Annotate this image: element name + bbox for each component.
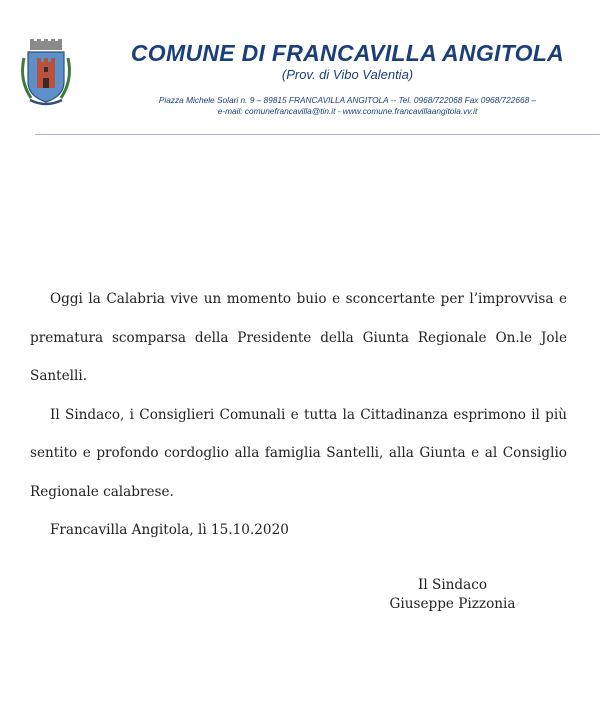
header-divider xyxy=(35,134,600,135)
place-date: Francavilla Angitola, lì 15.10.2020 xyxy=(50,522,289,538)
province-subtitle: (Prov. di Vibo Valentia) xyxy=(281,67,414,82)
signature-name: Giuseppe Pizzonia xyxy=(389,596,516,612)
condolence-paragraph: Oggi la Calabria vive un momento buio e sconcertante per l’improvvisa e prematura scomparsa della Presidente della Giunta Regionale On.le Jole Santelli. xyxy=(30,291,567,384)
municipal-crest-icon xyxy=(17,38,75,108)
letter-body xyxy=(30,280,567,550)
contact-address xyxy=(95,95,600,117)
signature-role: Il Sindaco xyxy=(417,577,488,593)
address-line: Piazza Michele Solari n. 9 – 89815 FRANCAVILLA ANGITOLA -- Tel. 0968/722068 Fax 0968/722668 – xyxy=(158,95,537,105)
condolence-paragraph: Il Sindaco, i Consiglieri Comunali e tutta la Cittadinanza esprimono il più sentito e profondo cordoglio alla famiglia Santelli, alla Giunta e al Consiglio Regionale calabrese. xyxy=(30,406,567,500)
signature-block xyxy=(360,576,545,614)
municipality-title: COMUNE DI FRANCAVILLA ANGITOLA xyxy=(130,40,565,66)
contact-line: e-mail: comunefrancavilla@tin.it - www.comune.francavillaangitola.vv.it xyxy=(217,106,478,116)
